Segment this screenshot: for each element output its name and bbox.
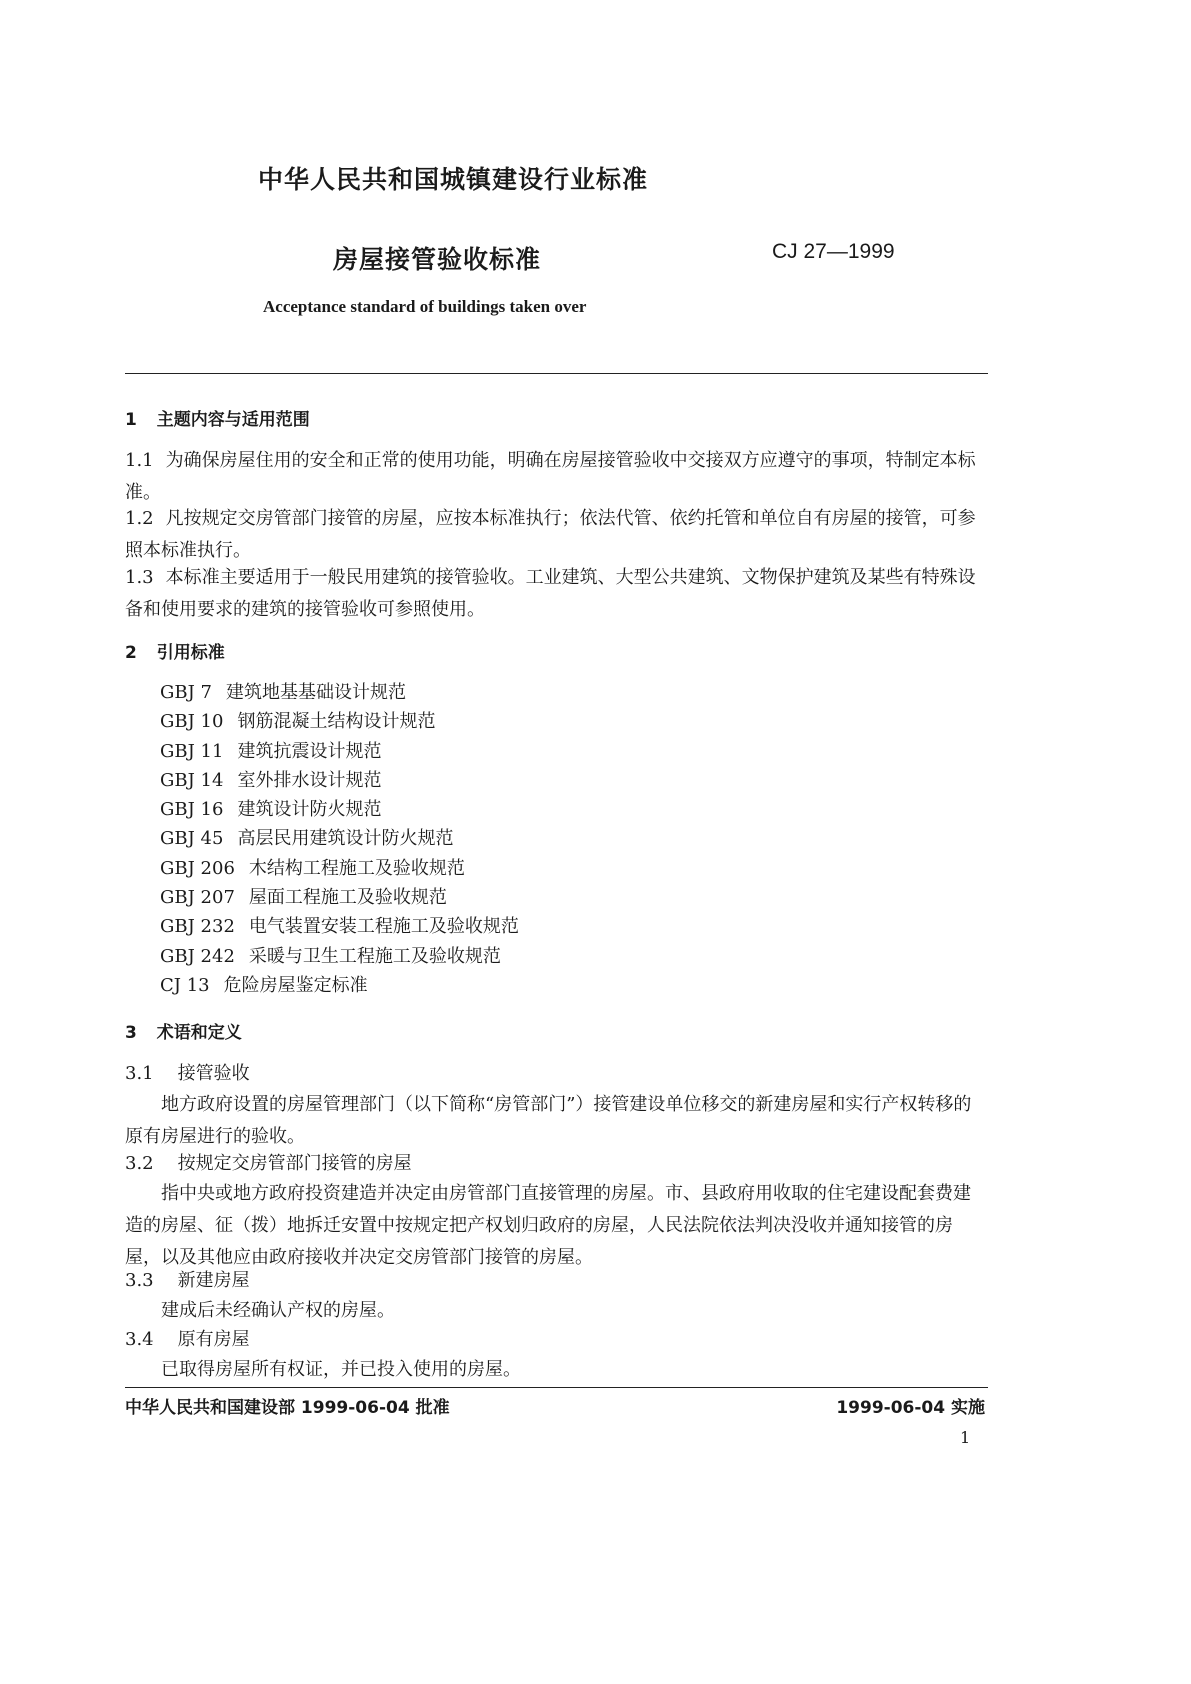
effective-date: 1999-06-04 实施 <box>836 1398 985 1418</box>
english-title: Acceptance standard of buildings taken over <box>263 297 587 316</box>
reference-code: CJ 13 <box>160 974 210 996</box>
reference-code: GBJ 206 <box>160 857 235 879</box>
standard-series-title: 中华人民共和国城镇建设行业标准 <box>258 165 649 194</box>
reference-name: 屋面工程施工及验收规范 <box>248 887 447 909</box>
term-number: 3.3 <box>125 1270 154 1291</box>
term-name: 新建房屋 <box>177 1270 250 1291</box>
term-number: 3.1 <box>125 1063 154 1084</box>
term-3-1-definition: 地方政府设置的房屋管理部门（以下简称“房管部门”）接管建设单位移交的新建房屋和实行产权转移的原有房屋进行的验收。 <box>125 1094 972 1147</box>
section-title: 引用标准 <box>156 643 225 663</box>
reference-item <box>160 707 519 736</box>
standard-code: CJ 27—1999 <box>772 240 895 263</box>
document-title: 房屋接管验收标准 <box>333 245 542 274</box>
term-name: 按规定交房管部门接管的房屋 <box>177 1153 412 1174</box>
reference-item <box>160 678 519 707</box>
reference-item <box>160 854 519 883</box>
clause-text: 为确保房屋住用的安全和正常的使用功能，明确在房屋接管验收中交接双方应遵守的事项，特制定本标准。 <box>125 450 976 503</box>
clause-number: 1.1 <box>125 450 154 471</box>
footer-divider <box>125 1387 988 1388</box>
reference-name: 钢筋混凝土结构设计规范 <box>237 711 436 733</box>
term-number: 3.4 <box>125 1329 154 1350</box>
clause-1-1 <box>125 445 987 509</box>
term-3-3-heading <box>125 1265 250 1297</box>
reference-item <box>160 766 519 795</box>
reference-name: 室外排水设计规范 <box>237 769 382 791</box>
reference-item <box>160 824 519 853</box>
reference-item <box>160 971 519 1000</box>
page-number: 1 <box>960 1428 971 1447</box>
header-divider <box>125 373 988 374</box>
reference-name: 采暖与卫生工程施工及验收规范 <box>248 945 501 967</box>
reference-item <box>160 795 519 824</box>
reference-code: GBJ 207 <box>160 887 235 909</box>
reference-name: 建筑设计防火规范 <box>237 799 382 821</box>
section-number: 3 <box>125 1023 137 1043</box>
reference-code: GBJ 11 <box>160 740 224 762</box>
reference-name: 电气装置安装工程施工及验收规范 <box>248 916 519 938</box>
term-name: 接管验收 <box>177 1063 250 1084</box>
clause-number: 1.3 <box>125 567 154 588</box>
term-3-3-definition: 建成后未经确认产权的房屋。 <box>161 1300 395 1321</box>
reference-code: GBJ 16 <box>160 799 224 821</box>
term-3-1-heading <box>125 1058 250 1090</box>
clause-text: 本标准主要适用于一般民用建筑的接管验收。工业建筑、大型公共建筑、文物保护建筑及某些有特殊设备和使用要求的建筑的接管验收可参照使用。 <box>125 567 976 620</box>
reference-code: GBJ 45 <box>160 828 224 850</box>
section-number: 2 <box>125 643 137 663</box>
section-2-heading <box>125 638 225 663</box>
section-1-heading <box>125 405 310 430</box>
reference-code: GBJ 232 <box>160 916 235 938</box>
reference-code: GBJ 7 <box>160 682 212 703</box>
reference-item <box>160 883 519 912</box>
reference-item <box>160 737 519 766</box>
section-3-heading <box>125 1018 242 1043</box>
clause-number: 1.2 <box>125 508 154 529</box>
term-name: 原有房屋 <box>177 1329 250 1350</box>
reference-name: 建筑抗震设计规范 <box>237 740 382 762</box>
reference-code: GBJ 14 <box>160 769 224 791</box>
term-3-4-heading <box>125 1324 250 1356</box>
term-3-2-heading <box>125 1148 412 1180</box>
section-title: 主题内容与适用范围 <box>156 410 310 430</box>
reference-code: GBJ 242 <box>160 945 235 967</box>
approval-line: 中华人民共和国建设部 1999-06-04 批准 <box>125 1398 450 1418</box>
reference-list <box>160 678 519 1000</box>
term-3-2-definition: 指中央或地方政府投资建造并决定由房管部门直接管理的房屋。市、县政府用收取的住宅建设配套费建造的房屋、征（拨）地拆迁安置中按规定把产权划归政府的房屋，人民法院依法判决没收并通知接管的房屋，以及其他应由政府接收并决定交房管部门接管的房屋。 <box>125 1183 971 1268</box>
reference-item <box>160 942 519 971</box>
reference-name: 危险房屋鉴定标准 <box>223 974 368 996</box>
term-number: 3.2 <box>125 1153 154 1174</box>
reference-name: 高层民用建筑设计防火规范 <box>237 828 454 850</box>
clause-1-3 <box>125 562 987 626</box>
reference-name: 建筑地基基础设计规范 <box>226 682 406 703</box>
clause-1-2 <box>125 503 987 567</box>
clause-text: 凡按规定交房管部门接管的房屋，应按本标准执行；依法代管、依约托管和单位自有房屋的接管，可参照本标准执行。 <box>125 508 976 561</box>
section-title: 术语和定义 <box>156 1023 242 1043</box>
section-number: 1 <box>125 410 137 430</box>
reference-code: GBJ 10 <box>160 711 224 733</box>
reference-item <box>160 912 519 941</box>
reference-name: 木结构工程施工及验收规范 <box>248 857 465 879</box>
term-3-4-definition: 已取得房屋所有权证，并已投入使用的房屋。 <box>161 1359 521 1380</box>
